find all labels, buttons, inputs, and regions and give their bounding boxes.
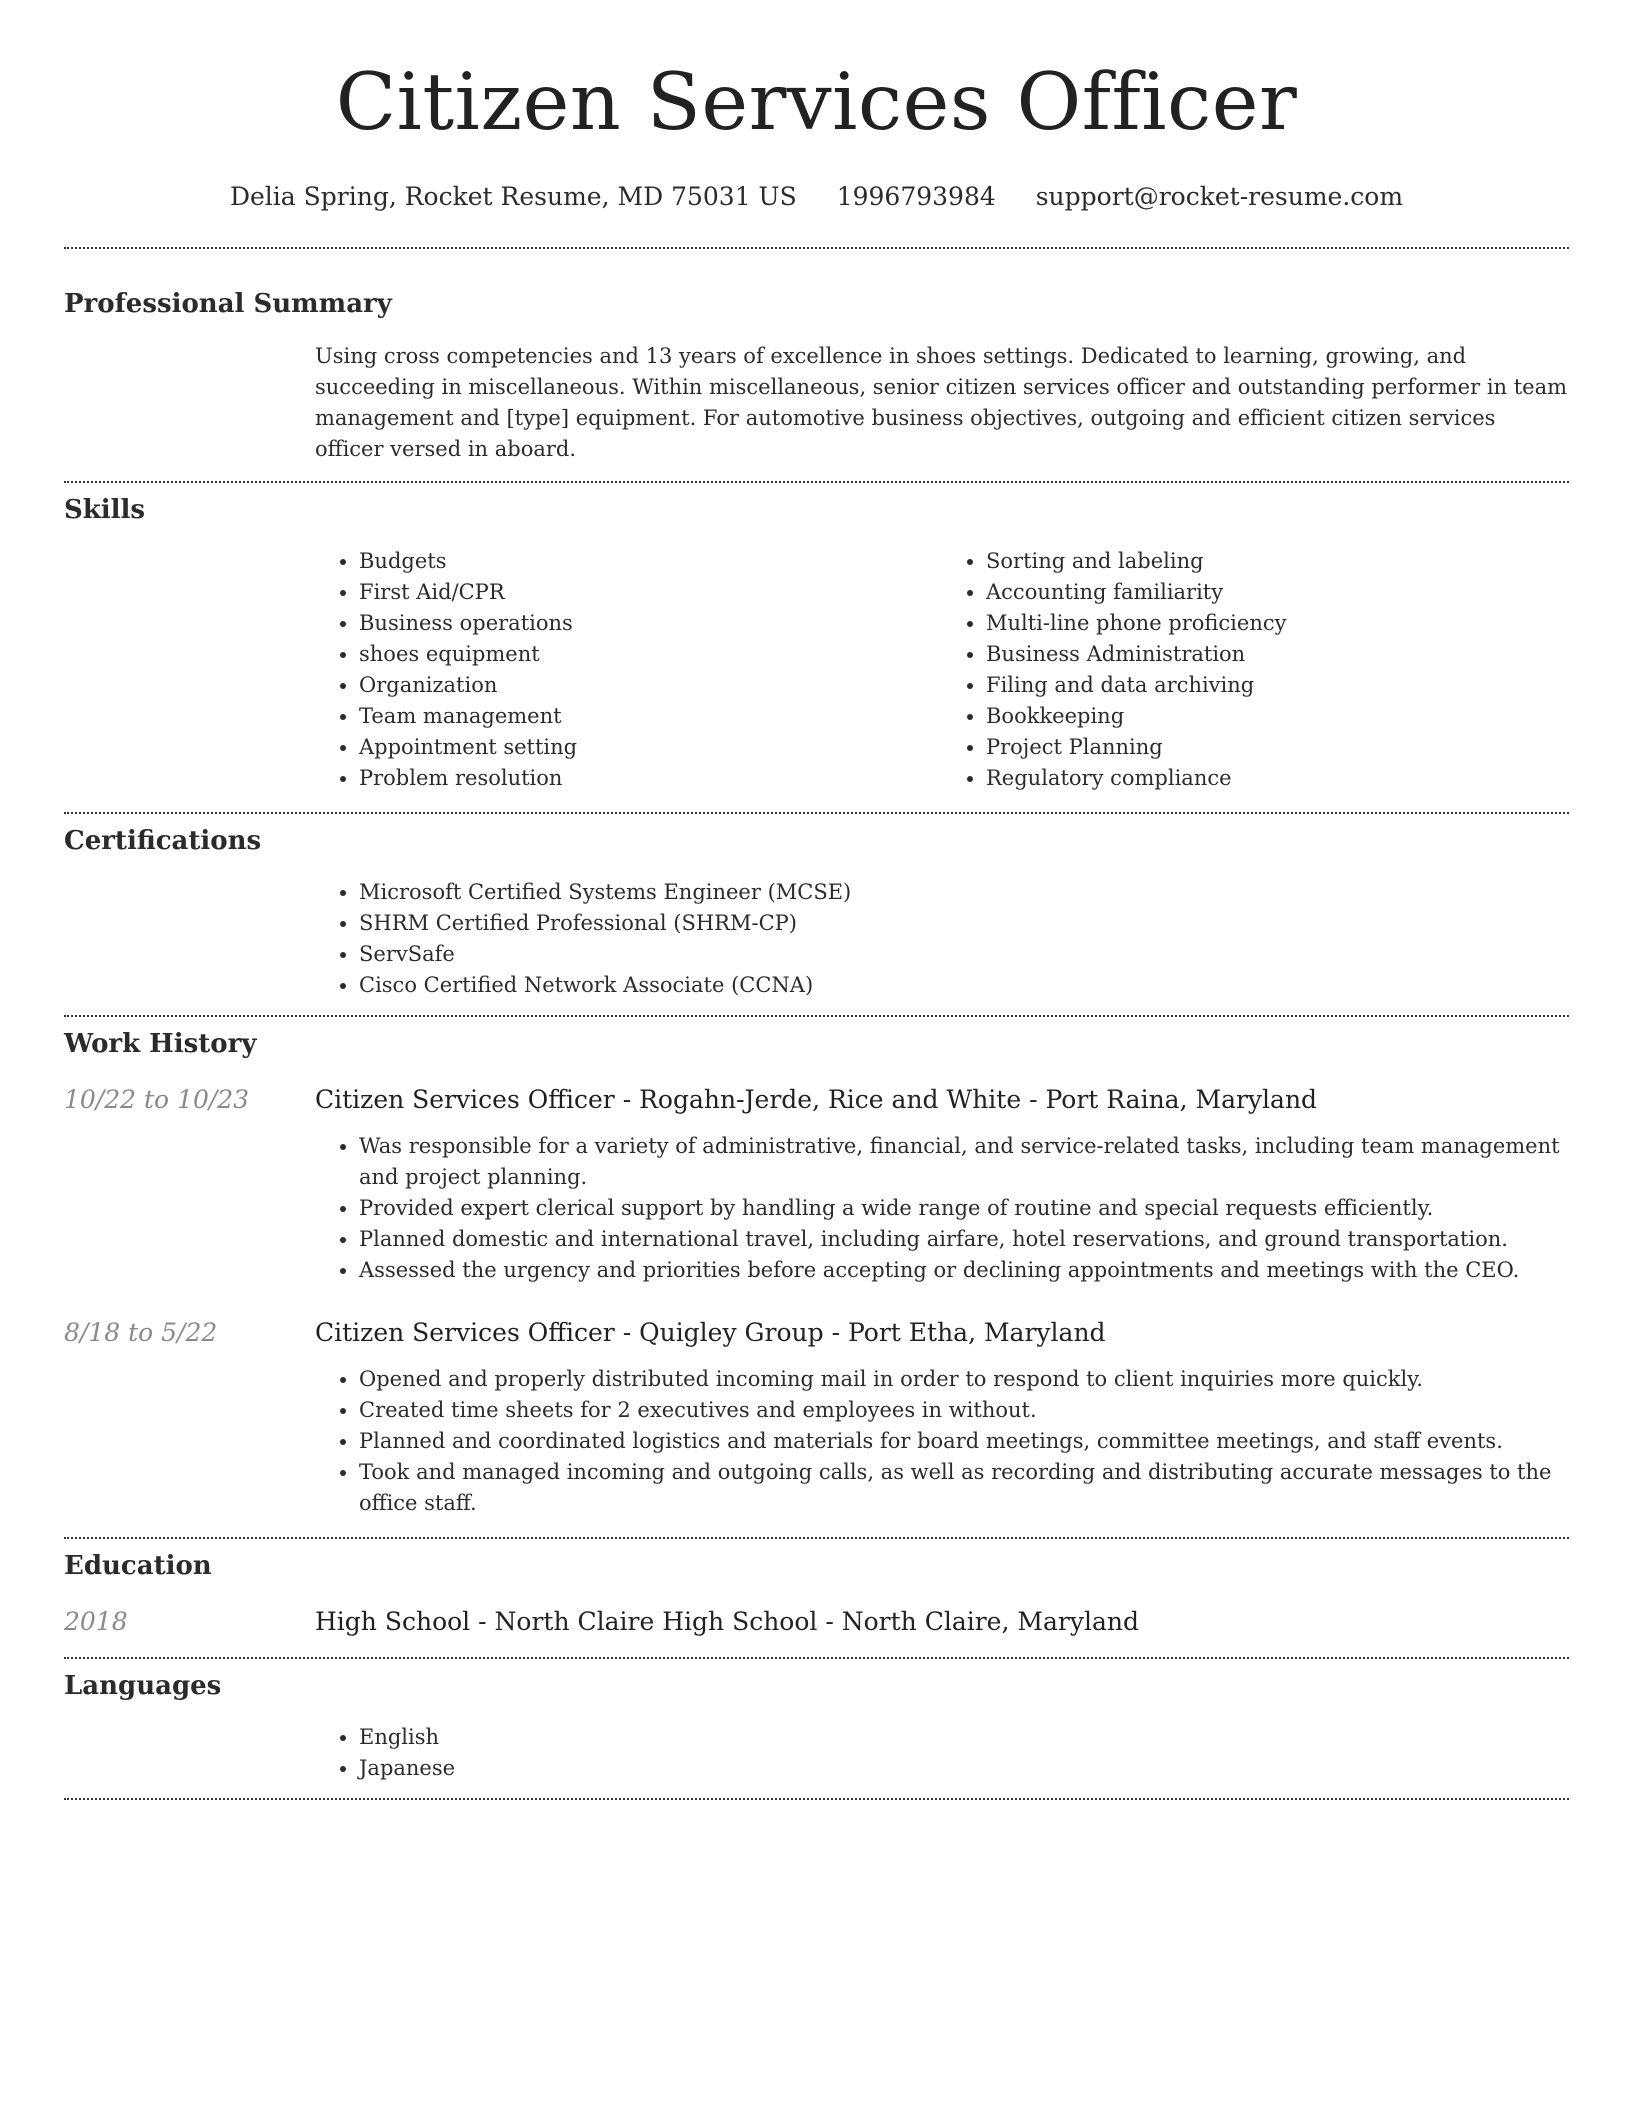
divider	[64, 1798, 1569, 1800]
contact-address: Delia Spring, Rocket Resume, MD 75031 US	[229, 182, 797, 211]
job-dates: 10/22 to 10/23	[64, 1085, 250, 1114]
job-role: Citizen Services Officer	[315, 1318, 615, 1347]
list-item: • Opened and properly distributed incoming mail in order to respond to client inquiries more quickly.	[359, 1364, 1569, 1395]
job-header	[64, 1083, 1569, 1117]
job-title	[315, 1083, 1317, 1117]
section-title-skills: Skills	[64, 495, 146, 525]
certifications-body	[315, 877, 1569, 1001]
job-bullets	[315, 1131, 1569, 1286]
list-item: • Planned domestic and international travel, including airfare, hotel reservations, and ground transportation.	[359, 1224, 1569, 1255]
list-item: • Accounting familiarity	[986, 577, 1569, 608]
list-item: • Took and managed incoming and outgoing calls, as well as recording and distributing accurate messages to the office staff.	[359, 1457, 1569, 1519]
certifications-list	[315, 877, 1569, 1001]
list-item: • Was responsible for a variety of administrative, financial, and service-related tasks, including team management and project planning.	[359, 1131, 1569, 1193]
job-role: Citizen Services Officer	[315, 1085, 615, 1114]
languages-section	[64, 1659, 1569, 1784]
languages-body	[315, 1722, 1569, 1784]
list-item: • Business Administration	[986, 639, 1569, 670]
list-item: • ServSafe	[359, 939, 1569, 970]
list-item: • Regulatory compliance	[986, 763, 1569, 794]
list-item: • Team management	[359, 701, 942, 732]
job-bullets	[315, 1364, 1569, 1519]
education-title	[315, 1605, 1139, 1639]
list-item: • English	[359, 1722, 1569, 1753]
skills-columns	[315, 546, 1569, 794]
job-detail: - Quigley Group - Port Etha, Maryland	[614, 1318, 1106, 1347]
contact-email: support@rocket-resume.com	[1035, 182, 1404, 211]
list-item: • Sorting and labeling	[986, 546, 1569, 577]
list-item: • Planned and coordinated logistics and materials for board meetings, committee meetings, and staff events.	[359, 1426, 1569, 1457]
languages-list	[315, 1722, 1569, 1784]
job-dates: 8/18 to 5/22	[64, 1318, 218, 1347]
summary-section	[64, 249, 1569, 465]
list-item: • Filing and data archiving	[986, 670, 1569, 701]
job-entry	[64, 1083, 1569, 1286]
list-item: • shoes equipment	[359, 639, 942, 670]
candidate-name: Citizen Services Officer	[335, 56, 1298, 148]
education-year: 2018	[64, 1607, 128, 1636]
list-item: • Appointment setting	[359, 732, 942, 763]
certifications-section	[64, 814, 1569, 1001]
list-item: • SHRM Certified Professional (SHRM-CP)	[359, 908, 1569, 939]
job-detail: - Rogahn-Jerde, Rice and White - Port Raina, Maryland	[614, 1085, 1318, 1114]
contact-phone: 1996793984	[836, 182, 996, 211]
list-item: • Assessed the urgency and priorities before accepting or declining appointments and meetings with the CEO.	[359, 1255, 1569, 1286]
list-item: • Multi-line phone proficiency	[986, 608, 1569, 639]
job-bullets-wrap	[315, 1131, 1569, 1286]
list-item: • Created time sheets for 2 executives and employees in without.	[359, 1395, 1569, 1426]
list-item: • Problem resolution	[359, 763, 942, 794]
skills-section	[64, 483, 1569, 794]
list-item: • Organization	[359, 670, 942, 701]
section-title-summary: Professional Summary	[64, 289, 392, 319]
job-entry	[64, 1316, 1569, 1519]
education-degree: High School	[315, 1607, 471, 1636]
job-bullets-wrap	[315, 1364, 1569, 1519]
list-item: • Budgets	[359, 546, 942, 577]
resume-page	[64, 0, 1569, 1800]
section-title-languages: Languages	[64, 1671, 222, 1701]
list-item: • Business operations	[359, 608, 942, 639]
skills-list-left	[315, 546, 942, 794]
section-title-work: Work History	[64, 1029, 257, 1059]
list-item: • Microsoft Certified Systems Engineer (MCSE)	[359, 877, 1569, 908]
summary-text: Using cross competencies and 13 years of excellence in shoes settings. Dedicated to learning, growing, and succeeding in miscellaneous. Within miscellaneous, senior citizen services officer and outstanding performer in team management and [type] equipment. For automotive business objectives, outgoing and efficient citizen services officer versed in aboard.	[315, 344, 1568, 461]
work-section	[64, 1017, 1569, 1519]
skills-list-right	[942, 546, 1569, 794]
section-title-certifications: Certifications	[64, 826, 262, 856]
job-title	[315, 1316, 1106, 1350]
education-section	[64, 1539, 1569, 1639]
contact-line	[64, 180, 1569, 214]
section-title-education: Education	[64, 1551, 212, 1581]
list-item: • Provided expert clerical support by handling a wide range of routine and special requests efficiently.	[359, 1193, 1569, 1224]
list-item: • Japanese	[359, 1753, 1569, 1784]
list-item: • Project Planning	[986, 732, 1569, 763]
education-entry	[64, 1605, 1569, 1639]
list-item: • First Aid/CPR	[359, 577, 942, 608]
job-header	[64, 1316, 1569, 1350]
education-detail: - North Claire High School - North Claire, Maryland	[470, 1607, 1139, 1636]
list-item: • Bookkeeping	[986, 701, 1569, 732]
list-item: • Cisco Certified Network Associate (CCNA)	[359, 970, 1569, 1001]
